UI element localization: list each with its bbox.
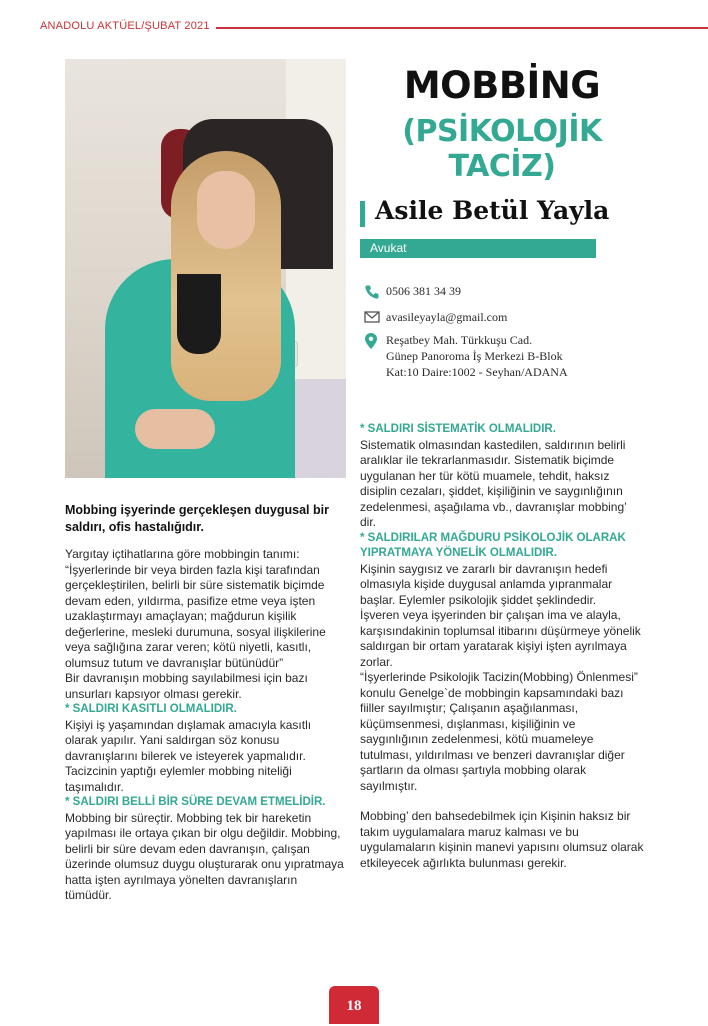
map-pin-icon [364,332,378,354]
paragraph: Kişiyi iş yaşamından dışlamak amacıyla kasıtlı olarak yapılır. Yani saldırgan söz konusu davranışlarını bilerek ve isteyerek yapmalıdır. Tacizcinin yaptığı eylemler mobbing niteliği taşımalıdır. [65,717,312,794]
author-photo [65,59,346,478]
phone-number: 0506 381 34 39 [386,284,461,298]
envelope-icon [364,310,380,328]
author-name: Asile Betül Yayla [375,196,610,225]
email-address: avasileyayla@gmail.com [386,310,508,324]
author-accent-bar [360,201,365,227]
address-line: Kat:10 Daire:1002 - Seyhan/ADANA [386,365,568,379]
magazine-header: ANADOLU AKTÜEL/ŞUBAT 2021 [40,20,210,32]
address-line: Reşatbey Mah. Türkkuşu Cad. [386,333,533,347]
paragraph: Kişinin saygısız ve zararlı bir davranışın hedefi olmasıyla kişide duygusal anlamda yıpranmalar başlar. Eylemler psikolojik şiddet şeklindedir. [360,561,613,607]
paragraph: Sistematik olmasından kastedilen, saldırının belirli aralıklar ile tekrarlanmasıdır. Sistematik biçimde uygulanan her tür kötü muamele, tehdit, haksız disiplin cezaları, şiddet, kişiliğinin ve saygınlığının zedelenmesi, aşağılama vb., davranışlar mobbing’ dir. [360,437,627,529]
paragraph: Yargıtay içtihatlarına göre mobbingin tanımı: “İşyerlerinde bir veya birden fazla kişi tarafından gerçekleştirilen, belirli bir süre sistematik biçimde devam eden, yıldırma, pasifize etme veya işten uzaklaştırmayı amaçlayan; mağdurun kişilik değerlerine, mesleki durumuna, sosyal ilişkilerine veya sağlığına zarar veren; kötü niyetli, kasıtlı, olumsuz tutum ve davranışlar bütünüdür” [65,547,326,670]
right-column [360,422,644,871]
article-subtitle: (PSİKOLOJİK TACİZ) [402,114,602,184]
left-column [65,547,347,904]
page-number: 18 [329,986,379,1024]
photo-face [197,171,255,249]
section-heading: * SALDIRI SİSTEMATİK OLMALIDIR. [360,423,556,435]
section-heading: * SALDIRI BELLİ BİR SÜRE DEVAM ETMELİDİR. [65,796,326,808]
author-role-badge: Avukat [360,239,596,258]
section-heading: * SALDIRI KASITLI OLMALIDIR. [65,703,237,715]
phone-icon [364,284,380,304]
header-rule [216,27,708,29]
paragraph: Bir davranışın mobbing sayılabilmesi için bazı unsurları kapsıyor olması gerekir. [65,671,308,701]
article-intro: Mobbing işyerinde gerçekleşen duygusal bir saldırı, ofis hastalığıdır. [65,503,329,534]
photo-chair [287,379,346,478]
address-line: Günep Panoroma İş Merkezi B-Blok [386,349,563,363]
address-text [386,332,568,380]
photo-hands [135,409,215,449]
section-heading: * SALDIRILAR MAĞDURU PSİKOLOJİK OLARAK YIPRATMAYA YÖNELİK OLMALIDIR. [360,531,626,559]
photo-shirt [177,274,221,354]
paragraph: İşveren veya işyerinden bir çalışan ima ve alayla, karşısındakinin toplumsal itibarını düşürmeye yönelik saldırgan bir ortam yaratarak kişiyi işten ayrılmaya zorlar. [360,608,641,669]
paragraph-gap [360,794,644,809]
paragraph: Mobbing’ den bahsedebilmek için Kişinin haksız bir takım uygulamalara maruz kalması ve bu uygulamaların kişinin manevi yapısını olumsuz olarak etkileyecek ağırlıkta bulunması gerekir. [360,809,644,870]
paragraph: “İşyerlerinde Psikolojik Tacizin(Mobbing) Önlenmesi” konulu Genelge`de mobbingin kapsamındaki bazı fiiller sayılmıştır; Çalışanın aşağılanması, küçümsenmesi, dışlanması, kişiliğinin ve saygınlığının zedelenmesi, kötü muameleye tutulması, yıldırılması ve benzeri davranışlar diğer şartların da olması şartıyla mobbing olarak sayılmıştır. [360,670,638,793]
article-title: MOBBİNG [403,64,601,107]
paragraph: Mobbing bir süreçtir. Mobbing tek bir hareketin yapılması ile ortaya çıkan bir olgu değildir. Mobbing, belirli bir süre devam eden davranışın, çalışan üzerinde olumsuz duygu oluşturarak onu yıpratmaya hatta işten ayrılmaya yönelten davranışların tümüdür. [65,810,344,902]
